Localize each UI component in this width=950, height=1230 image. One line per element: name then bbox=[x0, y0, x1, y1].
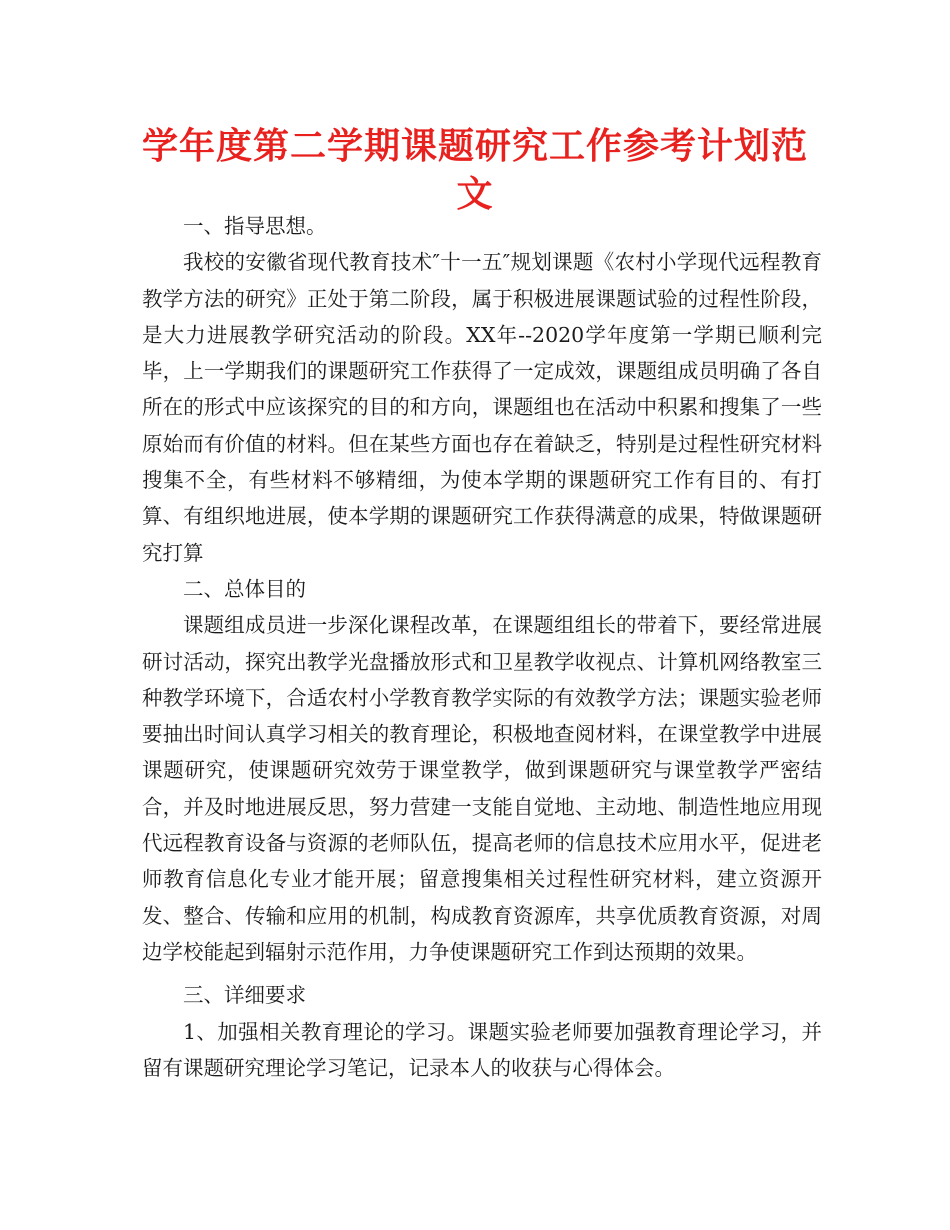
document-title: 学年度第二学期课题研究工作参考计划范文 bbox=[141, 126, 808, 215]
section-heading-detailed-requirements: 三、详细要求 bbox=[183, 983, 306, 1008]
section-heading-overall-goal: 二、总体目的 bbox=[183, 576, 306, 601]
paragraph-guiding-ideology: 我校的安徽省现代教育技术″十一五″规划课题《农村小学现代远程教育教学方法的研究》正处于第二阶段，属于积极进展课题试验的过程性阶段，是大力进展教学研究活动的阶段。XX年--2020学年度第一学期已顺利完毕，上一学期我们的课题研究工作获得了一定成效，课题组成员明确了各自所在的形式中应该探究的目的和方向，课题组也在活动中积累和搜集了一些原始而有价值的材料。但在某些方面也存在着缺乏，特别是过程性研究材料搜集不全，有些材料不够精细，为使本学期的课题研究工作有目的、有打算、有组织地进展，使本学期的课题研究工作获得满意的成果，特做课题研究打算 bbox=[142, 250, 822, 565]
document-body bbox=[142, 208, 822, 1086]
paragraph-requirement-1: 1、加强相关教育理论的学习。课题实验老师要加强教育理论学习，并留有课题研究理论学习笔记，记录本人的收获与心得体会。 bbox=[142, 1019, 822, 1080]
paragraph-overall-goal: 课题组成员进一步深化课程改革，在课题组组长的带着下，要经常进展研讨活动，探究出教学光盘播放形式和卫星教学收视点、计算机网络教室三种教学环境下，合适农村小学教育教学实际的有效教学方法；课题实验老师要抽出时间认真学习相关的教育理论，积极地查阅材料，在课堂教学中进展课题研究，使课题研究效劳于课堂教学，做到课题研究与课堂教学严密结合，并及时地进展反思，努力营建一支能自觉地、主动地、制造性地应用现代远程教育设备与资源的老师队伍，提高老师的信息技术应用水平，促进老师教育信息化专业才能开展；留意搜集相关过程性研究材料，建立资源开发、整合、传输和应用的机制，构成教育资源库，共享优质教育资源，对周边学校能起到辐射示范作用，力争使课题研究工作到达预期的效果。 bbox=[142, 613, 822, 964]
section-heading-guiding-ideology: 一、指导思想。 bbox=[183, 214, 327, 238]
